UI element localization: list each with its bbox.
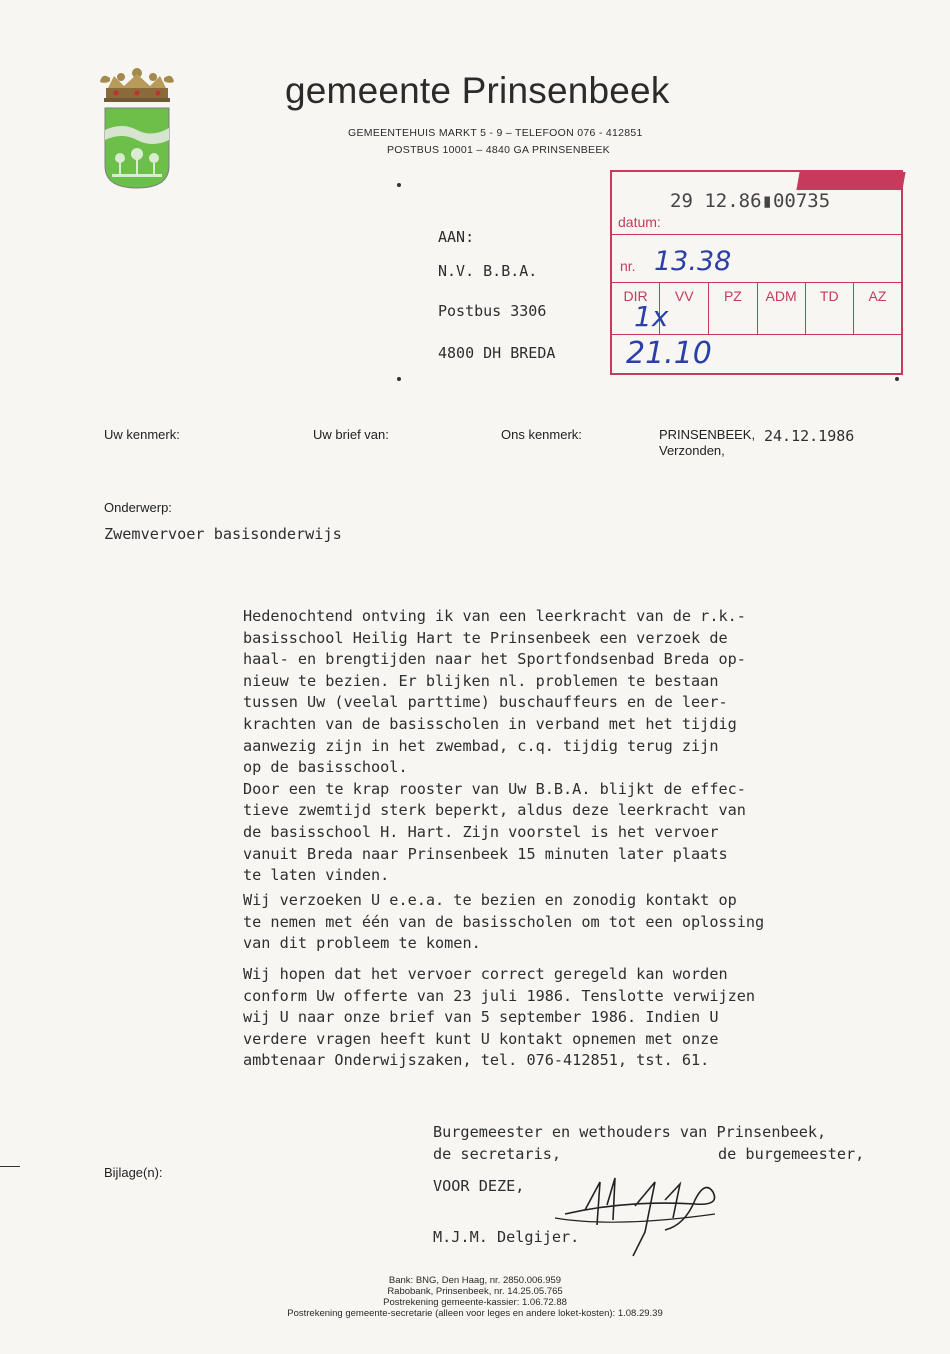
stamp-datum-label: datum: [618,214,661,230]
stamp-col-dir: DIR [612,282,660,334]
body-line: tussen Uw (veelal parttime) buschauffeurs en de leer- [243,693,728,712]
stamp-col-td: TD [806,282,854,334]
body-line: conform Uw offerte van 23 juli 1986. Tenslotte verwijzen [243,986,756,1005]
stamp-nr-label: nr. [620,258,636,274]
body-line: wij U naar onze brief van 5 september 1986. Indien U [243,1008,719,1027]
letter-date: 24.12.1986 [764,427,855,445]
body-paragraph-3 [243,964,803,1072]
municipality-title: gemeente Prinsenbeek [285,70,670,111]
recipient-city: 4800 DH BREDA [438,344,556,362]
recipient-postbus: Postbus 3306 [438,302,547,320]
fold-mark [895,377,899,381]
body-line: Wij hopen dat het vervoer correct geregeld kan worden [243,965,728,983]
stamp-col-vv: VV [660,282,709,334]
body-line: nieuw te bezien. Er blijken nl. problemen te bestaan [243,671,719,690]
closing-burgemeester: de burgemeester, [718,1145,865,1163]
stamp-divider [612,334,901,335]
stamp-nr-value: 13.38 [654,246,732,277]
uw-brief-van-label: Uw brief van: [313,427,389,442]
body-line: Door een te krap rooster van Uw B.B.A. blijkt de effec- [243,779,746,798]
postbus-line: POSTBUS 10001 – 4840 GA PRINSENBEEK [387,144,610,156]
margin-mark [0,1166,20,1167]
body-line: vanuit Breda naar Prinsenbeek 15 minuten later plaats [243,844,728,863]
fold-mark [397,183,401,187]
closing-secretaris: de secretaris, [433,1145,562,1163]
stamp-col-adm: ADM [758,282,806,334]
closing-line: Burgemeester en wethouders van Prinsenbeek, [433,1123,827,1141]
body-line: tieve zwemtijd sterk beperkt, aldus deze leerkracht van [243,801,746,820]
received-stamp [610,170,903,375]
stamp-printed-date: 29 12.86▮00735 [670,190,831,212]
body-line: Hedenochtend ontving ik van een leerkracht van de r.k.- [243,607,746,625]
stamp-handwritten-mark: 1x [634,300,669,333]
stamp-divider [612,234,901,235]
footer-line: Postrekening gemeente-secretarie (alleen voor leges en andere loket-kosten): 1.08.29.39 [287,1308,663,1319]
bijlage-label: Bijlage(n): [104,1165,163,1180]
place-label: PRINSENBEEK, [659,427,756,442]
subject-label: Onderwerp: [104,500,172,515]
fold-mark [397,377,401,381]
address-line: GEMEENTEHUIS MARKT 5 - 9 – TELEFOON 076 - 412851 [348,127,643,139]
body-line: van dit probleem te komen. [243,934,481,953]
footer-line: Rabobank, Prinsenbeek, nr. 14.25.05.765 [387,1286,563,1297]
ons-kenmerk-label: Ons kenmerk: [501,427,582,442]
body-line: te laten vinden. [243,866,390,885]
closing-voor-deze: VOOR DEZE, [433,1177,525,1195]
stamp-handwritten-code: 21.10 [626,336,712,371]
coat-of-arms-icon [92,66,182,192]
body-line: op de basisschool. [243,758,408,777]
body-line: de basisschool H. Hart. Zijn voorstel is het vervoer [243,822,719,841]
subject-text: Zwemvervoer basisonderwijs [104,525,342,543]
stamp-logo [796,172,905,190]
body-line: basisschool Heilig Hart te Prinsenbeek een verzoek de [243,628,728,647]
handwritten-signature [545,1170,745,1260]
body-line: aanwezig zijn in het zwembad, c.q. tijdig terug zijn [243,736,719,755]
body-line: haal- en brengtijden naar het Sportfondsenbad Breda op- [243,650,746,669]
body-paragraph-2 [243,890,803,955]
stamp-col-pz: PZ [709,282,757,334]
body-paragraph-1 [243,606,803,887]
body-line: krachten van de basisscholen in verband met het tijdig [243,714,737,733]
body-line: Wij verzoeken U e.e.a. te bezien en zonodig kontakt op [243,891,737,909]
body-line: ambtenaar Onderwijszaken, tel. 076-412851, tst. 61. [243,1051,710,1070]
body-line: te nemen met één van de basisscholen om tot een oplossing [243,912,765,931]
recipient-name: N.V. B.B.A. [438,262,538,280]
recipient-to-label: AAN: [438,228,475,246]
signatory-name: M.J.M. Delgijer. [433,1228,580,1246]
footer-line: Bank: BNG, Den Haag, nr. 2850.006.959 [388,1275,562,1286]
footer-line: Postrekening gemeente-kassier: 1.06.72.88 [383,1297,567,1308]
footer [0,1275,950,1319]
verzonden-label: Verzonden, [659,443,725,458]
uw-kenmerk-label: Uw kenmerk: [104,427,180,442]
stamp-col-az: AZ [868,288,887,304]
body-line: verdere vragen heeft kunt U kontakt opnemen met onze [243,1029,719,1048]
